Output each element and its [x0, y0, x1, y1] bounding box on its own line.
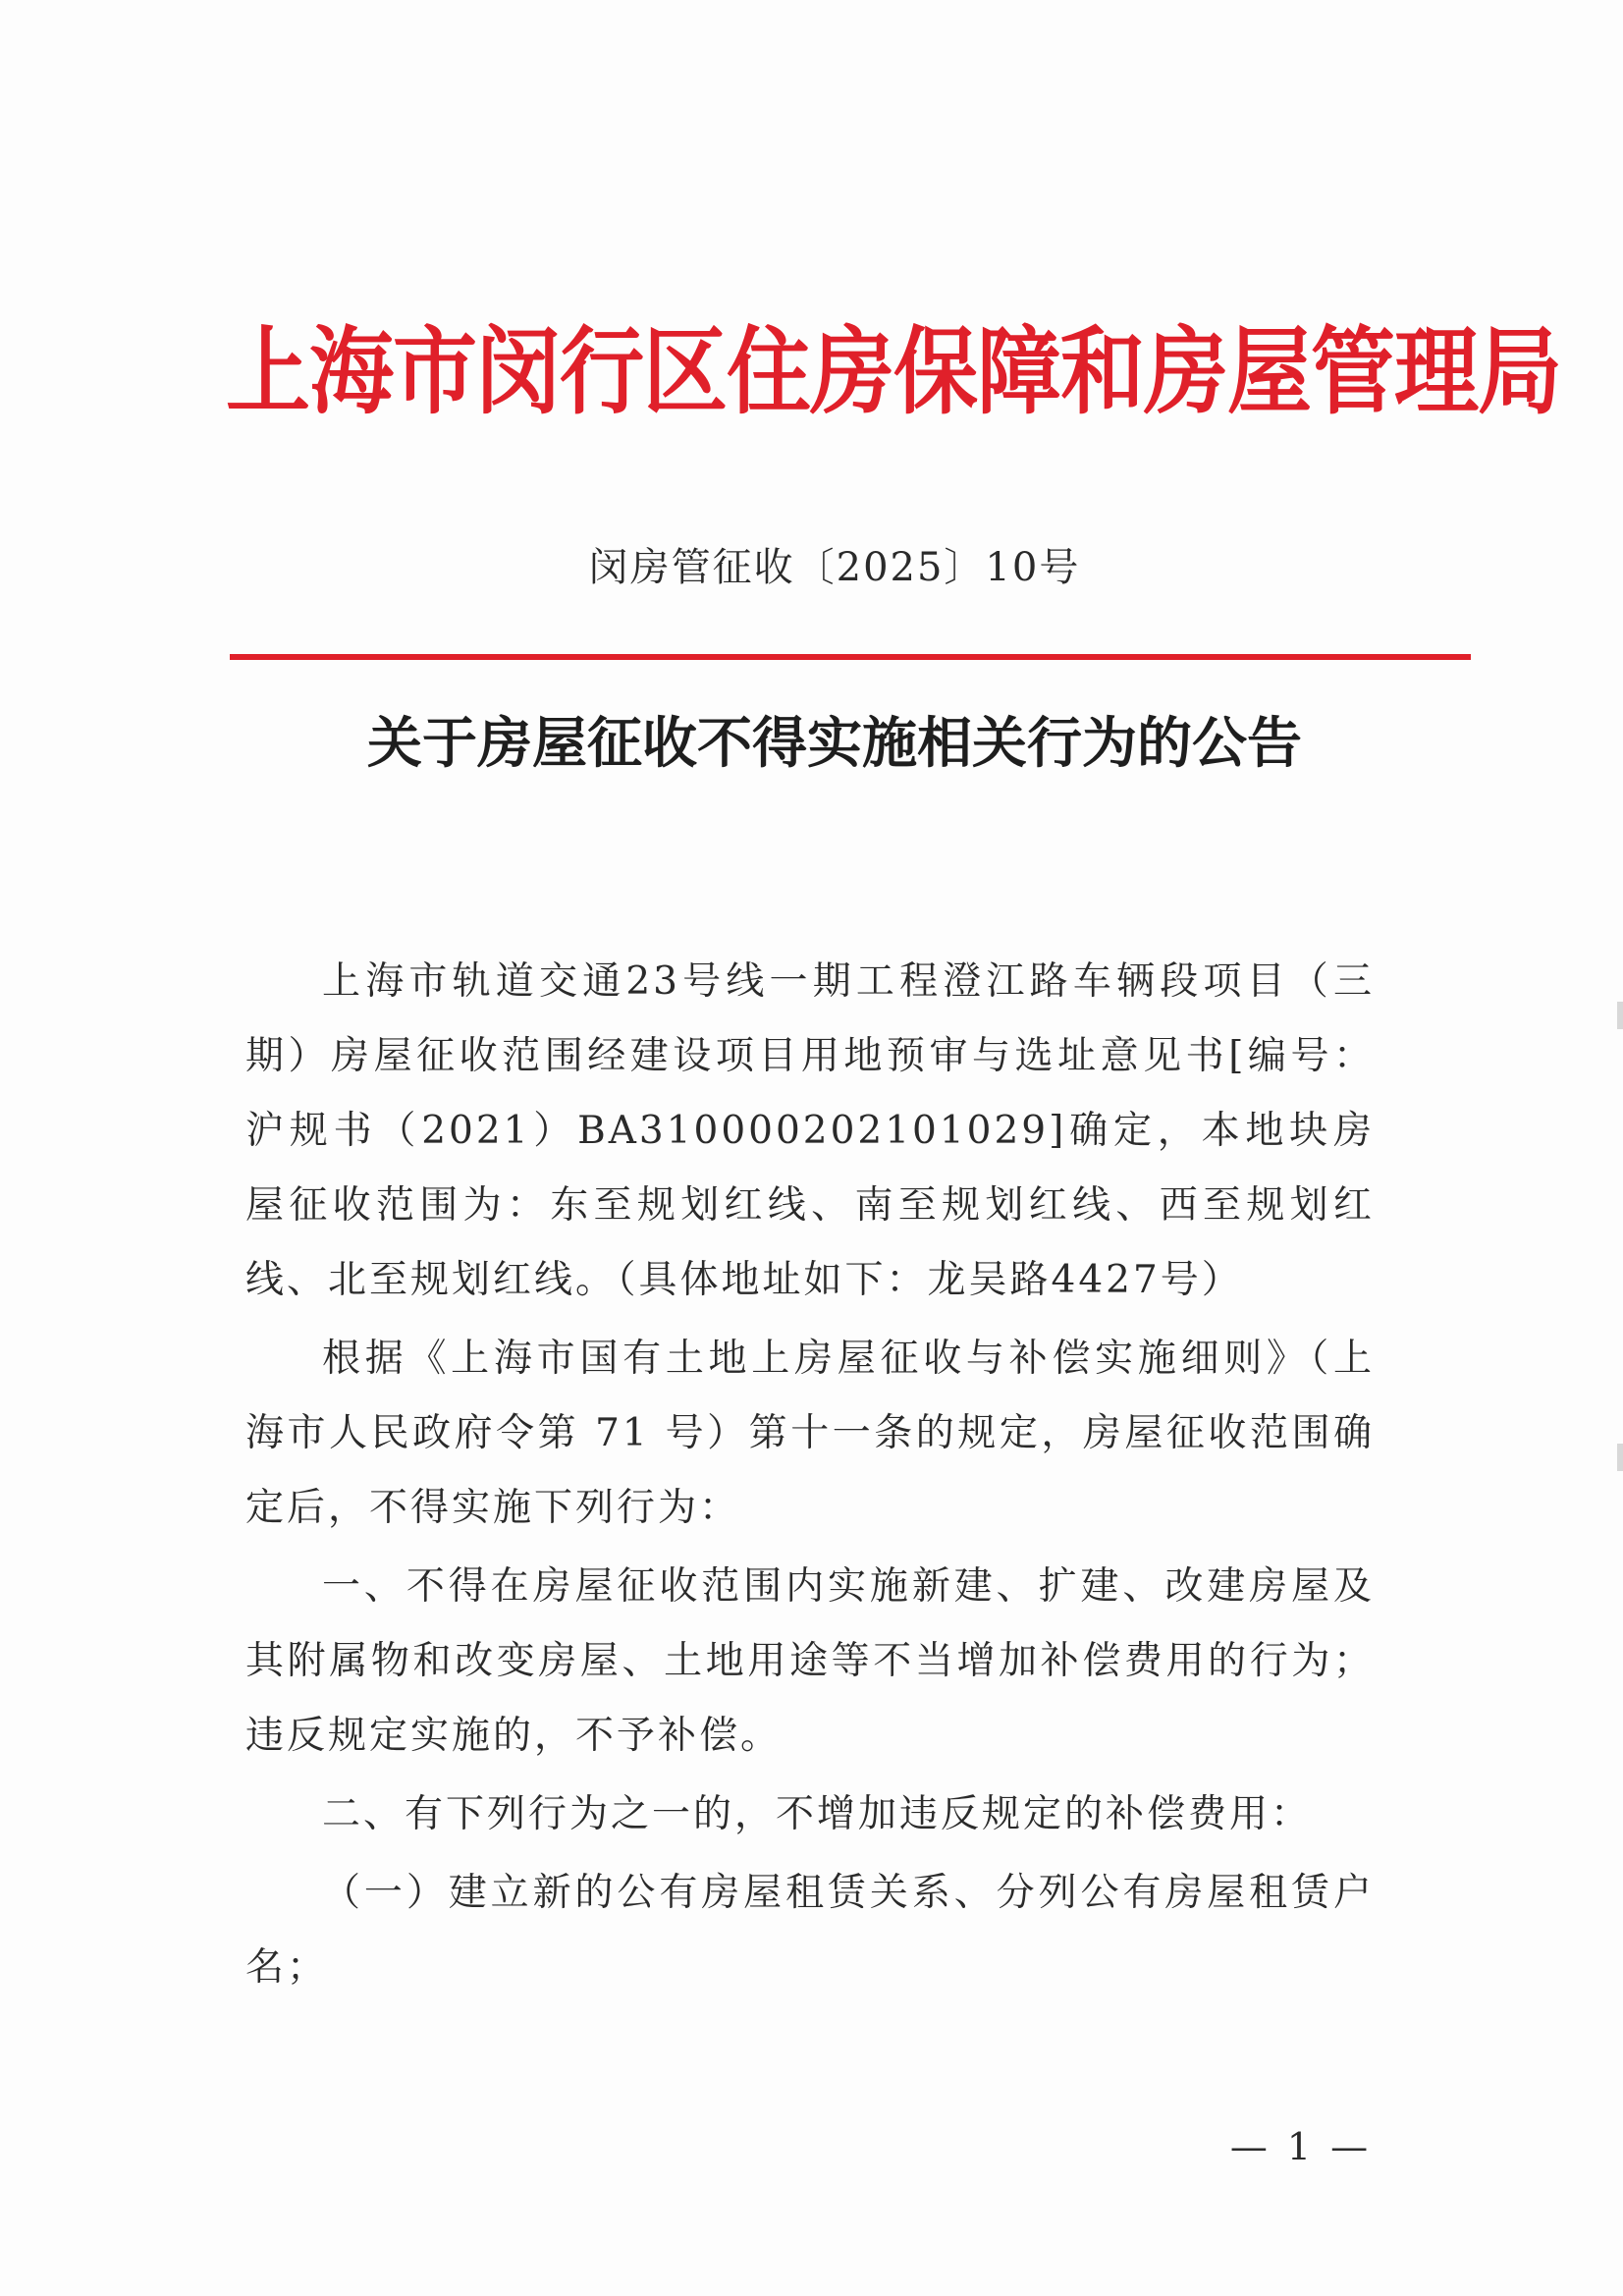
paragraph-basis: 根据《上海市国有土地上房屋征收与补偿实施细则》（上海市人民政府令第 71 号）第十一条的规定，房屋征收范围确定后，不得实施下列行为： [245, 1337, 1375, 1530]
document-body [245, 945, 1375, 2005]
scan-edge-mark [1617, 1002, 1623, 1029]
page-number: — 1 — [1229, 2125, 1373, 2168]
paragraph-scope: 上海市轨道交通23号线一期工程澄江路车辆段项目（三期）房屋征收范围经建设项目用地预审与选址意见书[编号：沪规书（2021）BA310000202101029]确定，本地块房屋征收范围为：东至规划红线、南至规划红线、西至规划红线、北至规划红线。（具体地址如下：龙吴路4427号） [245, 959, 1375, 1302]
agency-header: 上海市闵行区住房保障和房屋管理局 [226, 317, 1561, 428]
red-divider-line [230, 654, 1471, 660]
paragraph-subitem-one: （一）建立新的公有房屋租赁关系、分列公有房屋租赁户名； [245, 1871, 1375, 1990]
paragraph-item-two: 二、有下列行为之一的，不增加违反规定的补偿费用： [322, 1792, 1313, 1836]
document-title: 关于房屋征收不得实施相关行为的公告 [367, 712, 1302, 776]
document-number: 闵房管征收〔2025〕10号 [588, 545, 1081, 590]
scan-edge-mark [1617, 1444, 1623, 1471]
paragraph-item-one: 一、不得在房屋征收范围内实施新建、扩建、改建房屋及其附属物和改变房屋、土地用途等不当增加补偿费用的行为；违反规定实施的，不予补偿。 [245, 1564, 1375, 1758]
